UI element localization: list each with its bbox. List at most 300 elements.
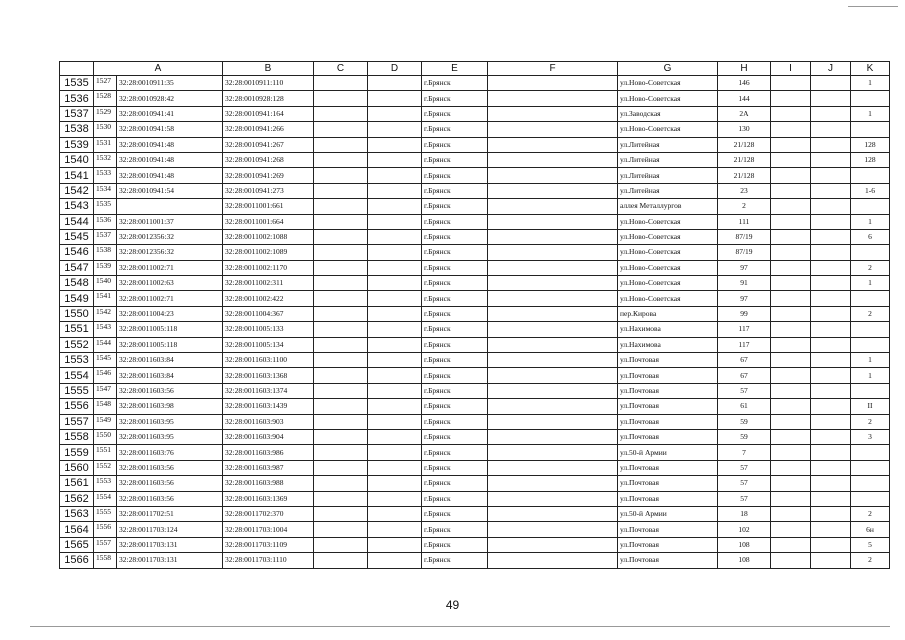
cell-g <box>488 429 618 444</box>
cell-f: г.Брянск <box>422 383 488 398</box>
row-number: 1535 <box>60 76 94 91</box>
cell-c: 32:28:0011005:134 <box>223 337 314 352</box>
cell-i: 59 <box>718 429 771 444</box>
cell-a: 1535 <box>94 199 117 214</box>
cell-k <box>811 414 851 429</box>
cell-d <box>314 353 368 368</box>
column-header-h: H <box>718 62 771 76</box>
table-row <box>60 429 890 444</box>
cell-j <box>771 460 811 475</box>
cell-c: 32:28:0011001:661 <box>223 199 314 214</box>
cell-g <box>488 199 618 214</box>
cell-c: 32:28:0011702:370 <box>223 506 314 521</box>
cell-i: 21/128 <box>718 168 771 183</box>
cell-h: ул.Литейная <box>618 168 718 183</box>
cell-e <box>368 76 422 91</box>
cell-c: 32:28:0010941:267 <box>223 137 314 152</box>
cell-l <box>851 291 890 306</box>
cell-l: 2 <box>851 414 890 429</box>
cell-c: 32:28:0010911:110 <box>223 76 314 91</box>
cell-b: 32:28:0010941:54 <box>117 183 223 198</box>
cell-l: 5 <box>851 537 890 552</box>
cell-h: ул.Ново-Советская <box>618 229 718 244</box>
cell-i: 57 <box>718 460 771 475</box>
cell-l: 6н <box>851 522 890 537</box>
cell-k <box>811 322 851 337</box>
cell-b: 32:28:0011603:95 <box>117 414 223 429</box>
cell-f: г.Брянск <box>422 537 488 552</box>
cell-d <box>314 383 368 398</box>
cell-b: 32:28:0011005:118 <box>117 337 223 352</box>
cell-b: 32:28:0011002:71 <box>117 260 223 275</box>
spreadsheet-table <box>59 61 890 569</box>
cell-e <box>368 122 422 137</box>
cell-h: ул.50-й Армии <box>618 445 718 460</box>
cell-e <box>368 491 422 506</box>
table-row <box>60 322 890 337</box>
cell-j <box>771 122 811 137</box>
cell-d <box>314 106 368 121</box>
cell-k <box>811 137 851 152</box>
cell-a: 1540 <box>94 276 117 291</box>
cell-h: ул.Литейная <box>618 183 718 198</box>
cell-e <box>368 276 422 291</box>
cell-h: ул.Почтовая <box>618 414 718 429</box>
cell-b: 32:28:0010941:48 <box>117 137 223 152</box>
table-row <box>60 168 890 183</box>
table-row <box>60 537 890 552</box>
cell-h: ул.Почтовая <box>618 429 718 444</box>
row-number: 1550 <box>60 306 94 321</box>
table-row <box>60 506 890 521</box>
row-number: 1557 <box>60 414 94 429</box>
cell-l: 2 <box>851 553 890 568</box>
cell-d <box>314 460 368 475</box>
column-header-a: A <box>94 62 223 76</box>
cell-k <box>811 291 851 306</box>
cell-l: 1-6 <box>851 183 890 198</box>
cell-h: ул.Ново-Советская <box>618 91 718 106</box>
cell-i: 18 <box>718 506 771 521</box>
table-row <box>60 522 890 537</box>
cell-c: 32:28:0011703:1109 <box>223 537 314 552</box>
cell-a: 1539 <box>94 260 117 275</box>
column-header-k: K <box>851 62 890 76</box>
cell-g <box>488 260 618 275</box>
cell-g <box>488 537 618 552</box>
cell-c: 32:28:0011001:664 <box>223 214 314 229</box>
cell-k <box>811 168 851 183</box>
cell-h: ул.Заводская <box>618 106 718 121</box>
cell-b <box>117 199 223 214</box>
cell-g <box>488 337 618 352</box>
cell-d <box>314 368 368 383</box>
row-number: 1537 <box>60 106 94 121</box>
cell-e <box>368 168 422 183</box>
page-number: 49 <box>445 598 460 612</box>
cell-a: 1546 <box>94 368 117 383</box>
table-row <box>60 353 890 368</box>
cell-g <box>488 506 618 521</box>
row-number: 1541 <box>60 168 94 183</box>
cell-l <box>851 383 890 398</box>
row-number: 1545 <box>60 229 94 244</box>
cell-b: 32:28:0011603:95 <box>117 429 223 444</box>
cell-h: ул.Литейная <box>618 152 718 167</box>
cell-j <box>771 245 811 260</box>
cell-i: 91 <box>718 276 771 291</box>
cell-j <box>771 522 811 537</box>
cell-i: 87/19 <box>718 229 771 244</box>
cell-g <box>488 152 618 167</box>
cell-a: 1554 <box>94 491 117 506</box>
cell-e <box>368 137 422 152</box>
cell-g <box>488 383 618 398</box>
cell-h: аллея Металлургов <box>618 199 718 214</box>
cell-b: 32:28:0011603:84 <box>117 368 223 383</box>
cell-f: г.Брянск <box>422 106 488 121</box>
cell-h: ул.Литейная <box>618 137 718 152</box>
cell-d <box>314 306 368 321</box>
cell-k <box>811 445 851 460</box>
cell-g <box>488 168 618 183</box>
cell-a: 1537 <box>94 229 117 244</box>
cell-l: 128 <box>851 137 890 152</box>
cell-g <box>488 353 618 368</box>
cell-e <box>368 306 422 321</box>
cell-c: 32:28:0011603:1369 <box>223 491 314 506</box>
cell-a: 1541 <box>94 291 117 306</box>
cell-g <box>488 399 618 414</box>
cell-l <box>851 91 890 106</box>
cell-k <box>811 183 851 198</box>
cell-a: 1527 <box>94 76 117 91</box>
cell-d <box>314 137 368 152</box>
cell-d <box>314 429 368 444</box>
cell-e <box>368 229 422 244</box>
cell-e <box>368 214 422 229</box>
cell-c: 32:28:0011603:1374 <box>223 383 314 398</box>
cell-j <box>771 429 811 444</box>
cell-l: 1 <box>851 214 890 229</box>
cell-b: 32:28:0011702:51 <box>117 506 223 521</box>
cell-l <box>851 122 890 137</box>
cell-e <box>368 106 422 121</box>
cell-b: 32:28:0010941:58 <box>117 122 223 137</box>
cell-e <box>368 291 422 306</box>
row-number: 1546 <box>60 245 94 260</box>
cell-i: 144 <box>718 91 771 106</box>
cell-c: 32:28:0011603:986 <box>223 445 314 460</box>
cell-k <box>811 476 851 491</box>
cell-c: 32:28:0011005:133 <box>223 322 314 337</box>
cell-g <box>488 183 618 198</box>
cell-k <box>811 460 851 475</box>
row-number: 1553 <box>60 353 94 368</box>
cell-k <box>811 491 851 506</box>
cell-d <box>314 91 368 106</box>
cell-g <box>488 276 618 291</box>
table-row <box>60 553 890 568</box>
cell-c: 32:28:0011002:1089 <box>223 245 314 260</box>
cell-k <box>811 122 851 137</box>
cell-b: 32:28:0011001:37 <box>117 214 223 229</box>
cell-e <box>368 553 422 568</box>
cell-k <box>811 260 851 275</box>
cell-f: г.Брянск <box>422 199 488 214</box>
row-number: 1559 <box>60 445 94 460</box>
cell-a: 1549 <box>94 414 117 429</box>
row-number: 1540 <box>60 152 94 167</box>
cell-i: 102 <box>718 522 771 537</box>
scan-mark <box>848 6 898 7</box>
cell-j <box>771 183 811 198</box>
table-row <box>60 260 890 275</box>
cell-j <box>771 137 811 152</box>
cell-l: 2 <box>851 306 890 321</box>
cell-k <box>811 276 851 291</box>
cell-k <box>811 368 851 383</box>
row-number: 1561 <box>60 476 94 491</box>
cell-g <box>488 553 618 568</box>
cell-l <box>851 199 890 214</box>
cell-k <box>811 91 851 106</box>
cell-c: 32:28:0011603:903 <box>223 414 314 429</box>
row-number: 1536 <box>60 91 94 106</box>
column-header-g: G <box>618 62 718 76</box>
cell-i: 59 <box>718 414 771 429</box>
cell-i: 97 <box>718 291 771 306</box>
cell-f: г.Брянск <box>422 291 488 306</box>
cell-j <box>771 537 811 552</box>
cell-c: 32:28:0010941:164 <box>223 106 314 121</box>
cell-j <box>771 383 811 398</box>
cell-g <box>488 245 618 260</box>
column-header-j: J <box>811 62 851 76</box>
cell-i: 117 <box>718 337 771 352</box>
cell-i: 99 <box>718 306 771 321</box>
table-body <box>60 76 890 569</box>
cell-i: 23 <box>718 183 771 198</box>
cell-f: г.Брянск <box>422 306 488 321</box>
row-number: 1547 <box>60 260 94 275</box>
cell-l: 6 <box>851 229 890 244</box>
cell-d <box>314 199 368 214</box>
table-row <box>60 122 890 137</box>
cell-g <box>488 122 618 137</box>
table-row <box>60 414 890 429</box>
cell-g <box>488 522 618 537</box>
cell-a: 1557 <box>94 537 117 552</box>
cell-l: 2 <box>851 260 890 275</box>
cell-i: 67 <box>718 368 771 383</box>
cell-a: 1533 <box>94 168 117 183</box>
cell-h: ул.Нахимова <box>618 322 718 337</box>
row-number: 1554 <box>60 368 94 383</box>
cell-a: 1552 <box>94 460 117 475</box>
cell-i: 61 <box>718 399 771 414</box>
cell-h: пер.Кирова <box>618 306 718 321</box>
column-header-row <box>60 62 890 76</box>
table-row <box>60 229 890 244</box>
cell-g <box>488 414 618 429</box>
row-number: 1560 <box>60 460 94 475</box>
cell-h: ул.Почтовая <box>618 522 718 537</box>
cell-e <box>368 383 422 398</box>
cell-b: 32:28:0011603:76 <box>117 445 223 460</box>
cell-e <box>368 245 422 260</box>
cell-i: 57 <box>718 383 771 398</box>
cell-c: 32:28:0011002:1170 <box>223 260 314 275</box>
cell-j <box>771 260 811 275</box>
cell-f: г.Брянск <box>422 137 488 152</box>
cell-k <box>811 152 851 167</box>
cell-f: г.Брянск <box>422 260 488 275</box>
cell-b: 32:28:0011603:56 <box>117 491 223 506</box>
table-row <box>60 276 890 291</box>
cell-j <box>771 414 811 429</box>
cell-f: г.Брянск <box>422 522 488 537</box>
cell-j <box>771 76 811 91</box>
cell-g <box>488 214 618 229</box>
table-row <box>60 491 890 506</box>
cell-f: г.Брянск <box>422 214 488 229</box>
cell-a: 1532 <box>94 152 117 167</box>
cell-j <box>771 214 811 229</box>
cell-e <box>368 399 422 414</box>
cell-g <box>488 76 618 91</box>
cell-c: 32:28:0011703:1110 <box>223 553 314 568</box>
cell-d <box>314 214 368 229</box>
cell-d <box>314 260 368 275</box>
bottom-rule <box>30 626 890 627</box>
table-row <box>60 399 890 414</box>
cell-j <box>771 399 811 414</box>
cell-d <box>314 276 368 291</box>
cell-h: ул.Почтовая <box>618 537 718 552</box>
row-number: 1544 <box>60 214 94 229</box>
cell-c: 32:28:0011603:904 <box>223 429 314 444</box>
cell-l <box>851 445 890 460</box>
cell-a: 1529 <box>94 106 117 121</box>
cell-f: г.Брянск <box>422 506 488 521</box>
cell-h: ул.Нахимова <box>618 337 718 352</box>
cell-j <box>771 491 811 506</box>
cell-b: 32:28:0011603:84 <box>117 353 223 368</box>
cell-a: 1542 <box>94 306 117 321</box>
cell-c: 32:28:0011603:1100 <box>223 353 314 368</box>
cell-f: г.Брянск <box>422 183 488 198</box>
cell-b: 32:28:0011002:63 <box>117 276 223 291</box>
cell-l: 128 <box>851 152 890 167</box>
cell-g <box>488 291 618 306</box>
cell-l <box>851 337 890 352</box>
cell-h: ул.Почтовая <box>618 476 718 491</box>
table-row <box>60 76 890 91</box>
cell-l <box>851 476 890 491</box>
cell-k <box>811 383 851 398</box>
cell-i: 146 <box>718 76 771 91</box>
cell-i: 57 <box>718 491 771 506</box>
cell-e <box>368 368 422 383</box>
cell-b: 32:28:0010941:48 <box>117 168 223 183</box>
cell-c: 32:28:0011002:422 <box>223 291 314 306</box>
cell-j <box>771 91 811 106</box>
cell-l: 1 <box>851 106 890 121</box>
cell-h: ул.50-й Армии <box>618 506 718 521</box>
cell-d <box>314 229 368 244</box>
cell-h: ул.Ново-Советская <box>618 245 718 260</box>
cell-h: ул.Ново-Советская <box>618 276 718 291</box>
cell-b: 32:28:0012356:32 <box>117 229 223 244</box>
cell-f: г.Брянск <box>422 460 488 475</box>
cell-g <box>488 306 618 321</box>
cell-e <box>368 537 422 552</box>
cell-a: 1555 <box>94 506 117 521</box>
cell-a: 1543 <box>94 322 117 337</box>
cell-c: 32:28:0010941:266 <box>223 122 314 137</box>
cell-g <box>488 368 618 383</box>
cell-f: г.Брянск <box>422 229 488 244</box>
cell-g <box>488 106 618 121</box>
cell-c: 32:28:0010941:273 <box>223 183 314 198</box>
cell-i: 21/128 <box>718 137 771 152</box>
cell-a: 1531 <box>94 137 117 152</box>
cell-d <box>314 537 368 552</box>
cell-a: 1547 <box>94 383 117 398</box>
cell-d <box>314 553 368 568</box>
table-row <box>60 368 890 383</box>
cell-h: ул.Ново-Советская <box>618 260 718 275</box>
cell-d <box>314 152 368 167</box>
cell-f: г.Брянск <box>422 445 488 460</box>
cell-b: 32:28:0011005:118 <box>117 322 223 337</box>
table-row <box>60 199 890 214</box>
cell-c: 32:28:0011603:987 <box>223 460 314 475</box>
cell-k <box>811 522 851 537</box>
cell-j <box>771 229 811 244</box>
cell-j <box>771 445 811 460</box>
cell-i: 67 <box>718 353 771 368</box>
cell-d <box>314 476 368 491</box>
cell-f: г.Брянск <box>422 491 488 506</box>
cell-c: 32:28:0011603:1439 <box>223 399 314 414</box>
cell-l: 1 <box>851 276 890 291</box>
cell-l <box>851 491 890 506</box>
row-number: 1548 <box>60 276 94 291</box>
cell-e <box>368 476 422 491</box>
cell-f: г.Брянск <box>422 168 488 183</box>
cell-l <box>851 168 890 183</box>
cell-l <box>851 460 890 475</box>
cell-j <box>771 337 811 352</box>
cell-b: 32:28:0011703:131 <box>117 553 223 568</box>
cell-l <box>851 322 890 337</box>
cell-h: ул.Почтовая <box>618 368 718 383</box>
cell-e <box>368 522 422 537</box>
cell-k <box>811 399 851 414</box>
cell-g <box>488 322 618 337</box>
cell-e <box>368 506 422 521</box>
row-number: 1566 <box>60 553 94 568</box>
cell-l: 3 <box>851 429 890 444</box>
cell-j <box>771 368 811 383</box>
row-number: 1556 <box>60 399 94 414</box>
cell-k <box>811 106 851 121</box>
cell-i: 130 <box>718 122 771 137</box>
cell-l <box>851 245 890 260</box>
cell-f: г.Брянск <box>422 322 488 337</box>
